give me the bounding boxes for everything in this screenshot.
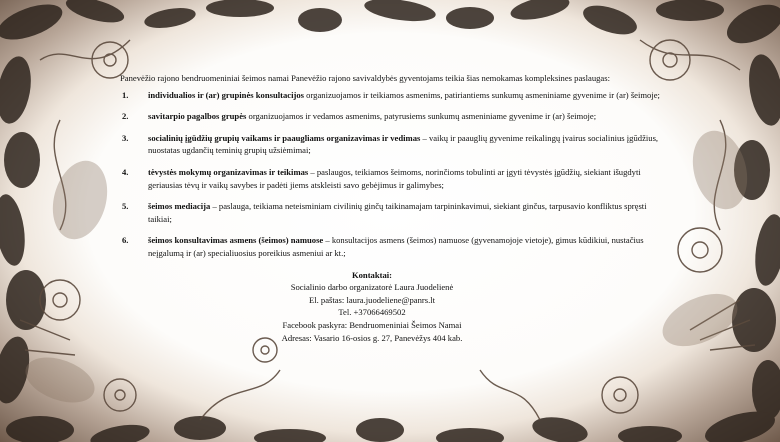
contact-email: El. paštas: laura.juodeliene@panrs.lt: [308, 294, 436, 305]
item-description: organizuojamos ir teikiamos asmenims, patiriantiems sunkumų asmeniniame gyvenime ir (ar) šeimoje;: [306, 89, 660, 100]
item-description: – paslaugos, teikiamos šeimoms, norinčioms tobulinti ar įgyti tėvystės įgūdžių, siekiant išugdyti geriausias tėvų ir vaikų savybes ir padėti jiems atskleisti savo gebėjimus ir galimybes;: [148, 166, 641, 190]
list-item: [118, 110, 666, 123]
item-number: 3.: [122, 132, 129, 143]
item-number: 6.: [122, 235, 129, 246]
contact-heading: Kontaktai:: [351, 269, 393, 280]
item-description: – konsultacijos asmens (šeimos) namuose (gyvenamojoje vietoje), gimus kūdikiui, nustačius neįgalumą ir (ar) specialiuosius poreikius asmeniui ar kt.;: [148, 235, 644, 258]
item-title: šeimos mediacija: [148, 201, 211, 212]
contact-block: [98, 269, 646, 345]
item-description: – paslauga, teikiama neteisminiam civilinių ginčų taikinamajam tarpininkavimui, siekiant ginčus, tarpusavio konfliktus spręsti taikiai;: [148, 201, 647, 224]
item-title: individualios ir (ar) grupinės konsultacijos: [148, 89, 304, 100]
services-text: [118, 72, 666, 344]
item-description: – vaikų ir paauglių gyvenime reikalingų įvairus socialinius įgūdžius, nuostatas ugdančių teminių grupių užsiėmimai;: [148, 132, 659, 156]
item-number: 4.: [122, 166, 129, 177]
list-item: [118, 89, 666, 102]
list-item: [118, 132, 666, 157]
item-title: šeimos konsultavimas asmens (šeimos) namuose: [148, 235, 324, 246]
list-item: [118, 200, 666, 225]
contact-facebook: Facebook paskyra: Bendruomeniniai Šeimos Namai: [282, 319, 462, 330]
item-title: tėvystės mokymų organizavimas ir teikimas: [148, 166, 309, 177]
contact-address: Adresas: Vasario 16-osios g. 27, Panevėžys 404 kab.: [281, 332, 463, 343]
services-list: [118, 89, 666, 260]
intro-paragraph: Panevėžio rajono bendruomeniniai šeimos namai Panevėžio rajono savivaldybės gyventojams teikia šias nemokamas kompleksines paslaugas:: [120, 73, 610, 83]
list-item: [118, 234, 666, 259]
item-number: 2.: [122, 111, 129, 122]
item-number: 1.: [122, 89, 129, 100]
item-title: socialinių įgūdžių grupių vaikams ir paaugliams organizavimas ir vedimas: [148, 132, 421, 143]
list-item: [118, 166, 666, 191]
contact-phone: Tel. +37066469502: [338, 307, 406, 318]
item-number: 5.: [122, 201, 129, 212]
item-title: savitarpio pagalbos grupės: [148, 111, 247, 122]
item-description: organizuojamos ir vedamos asmenims, patyrusiems sunkumų asmeniniame gyvenime ir (ar) šeimoje;: [248, 111, 597, 122]
contact-person: Socialinio darbo organizatorė Laura Juodelienė: [290, 282, 454, 293]
